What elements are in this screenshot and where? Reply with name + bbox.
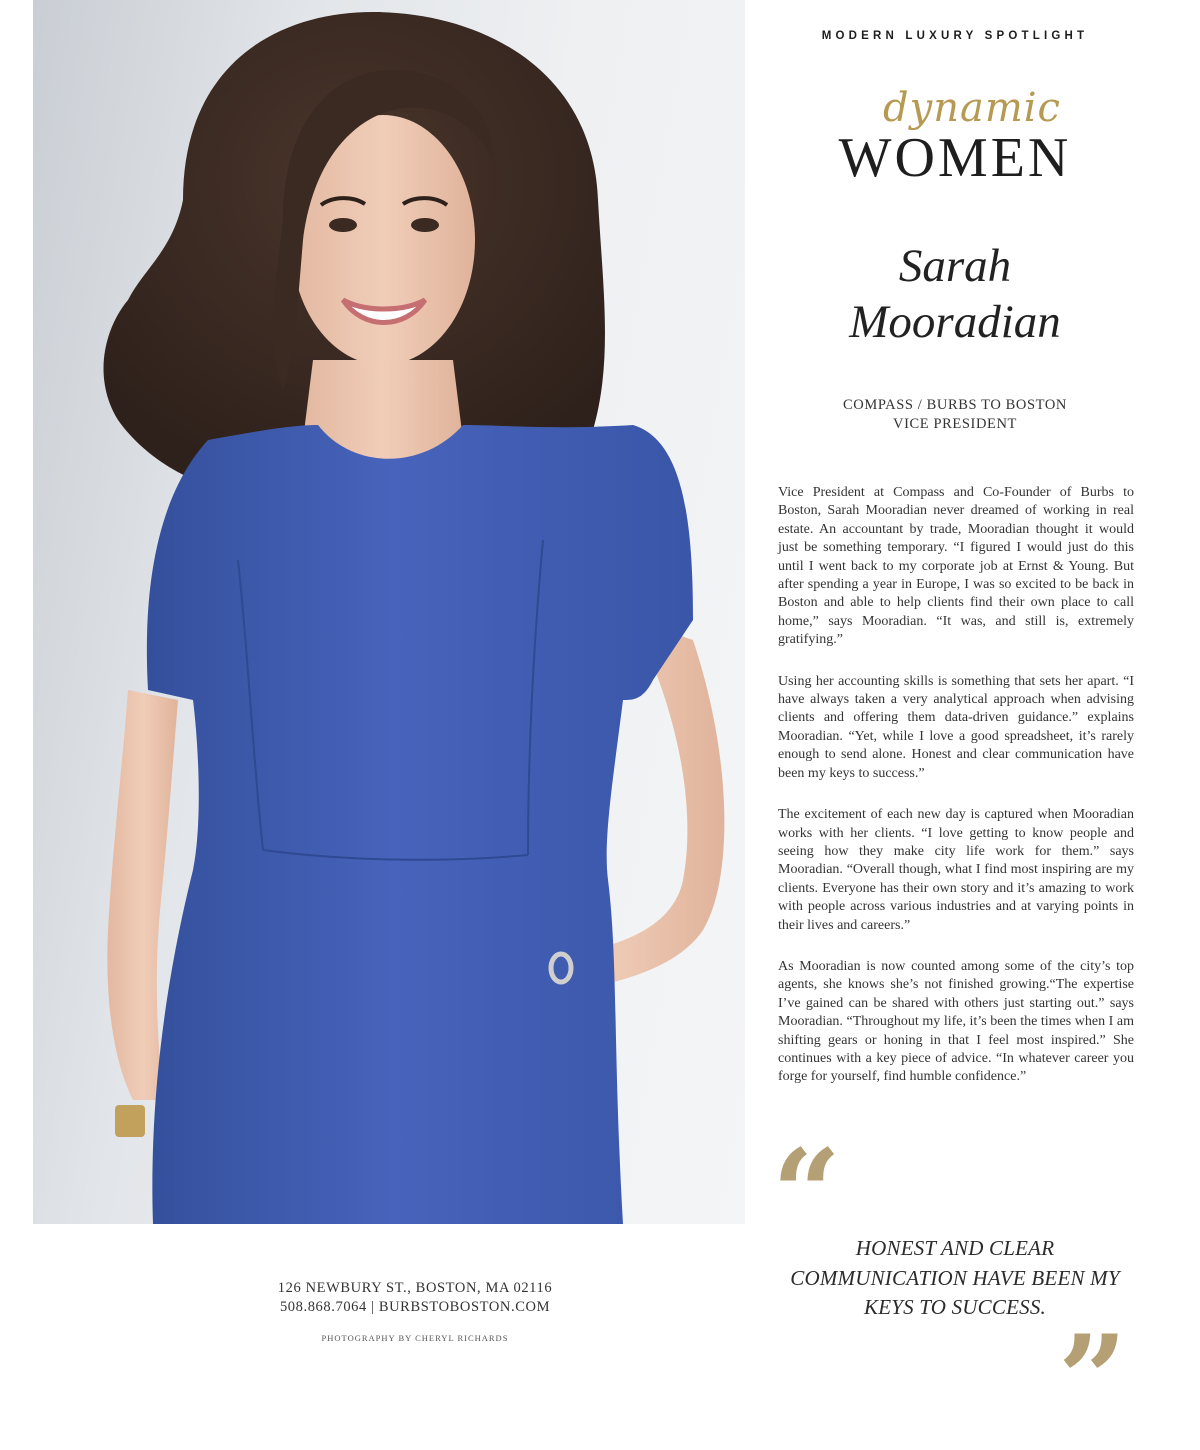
open-quote-icon: “: [772, 1123, 842, 1264]
pull-quote: HONEST AND CLEAR COMMUNICATION HAVE BEEN MY KEYS TO SUCCESS.: [790, 1236, 1120, 1319]
logo-word: WOMEN: [838, 127, 1072, 189]
dynamic-women-logo: [825, 85, 1085, 198]
profile-last-name: Mooradian: [849, 296, 1061, 348]
close-quote-icon: ”: [1058, 1309, 1128, 1450]
profile-first-name: Sarah: [898, 240, 1012, 292]
portrait-photo: [33, 0, 745, 1224]
profile-company: COMPASS / BURBS TO BOSTON: [843, 397, 1067, 413]
article-paragraph: Using her accounting skills is something that sets her apart. “I have always taken a very analytical approach when advising clients and offering them data-driven guidance.” explains Mooradian. “Yet, while I love a good spreadsheet, it’s rarely enough to send alone. Honest and clear communication have been my keys to success.”: [778, 673, 1134, 781]
profile-name: [780, 238, 1130, 350]
article-paragraph: As Mooradian is now counted among some of the city’s top agents, she knows she’s not finished growing.“The expertise I’ve gained can be shared with others just starting out.” says Mooradian. “Throughout my life, it’s been the times when I am shifting gears or honing in that I feel most inspired.” She continues with a key piece of advice. “In whatever career you forge for yourself, find humble confidence.”: [778, 958, 1134, 1085]
article-paragraph: The excitement of each new day is captured when Mooradian works with her clients. “I love getting to know people and seeing how they make city life work for them.” says Mooradian. “Overall though, what I find most inspiring are my clients. Everyone has their own story and it’s amazing to work with people across various industries and at varying points in their lives and careers.”: [778, 807, 1134, 933]
portrait-illustration: [33, 0, 745, 1224]
logo-script: dynamic: [883, 85, 1061, 131]
contact-info: [190, 1279, 640, 1317]
phone-website: 508.868.7064 | BURBSTOBOSTON.COM: [279, 1299, 551, 1315]
section-kicker: MODERN LUXURY SPOTLIGHT: [821, 30, 1089, 42]
address: 126 NEWBURY ST., BOSTON, MA 02116: [277, 1280, 553, 1296]
profile-affiliation: [780, 396, 1130, 434]
photo-credit: PHOTOGRAPHY BY CHERYL RICHARDS: [321, 1333, 509, 1343]
article-body: [778, 484, 1134, 1110]
profile-title: VICE PRESIDENT: [893, 416, 1017, 432]
article-paragraph: Vice President at Compass and Co-Founder of Burbs to Boston, Sarah Mooradian never dreamed of working in real estate. An accountant by trade, Mooradian thought it would just be something temporary. “I figured I would just do this until I went back to my corporate job at Ernst & Young. But after spending a year in Europe, I was so excited to be back in Boston and able to help clients find their own place to call home,” says Mooradian. “It was, and still is, extremely gratifying.”: [778, 485, 1134, 648]
